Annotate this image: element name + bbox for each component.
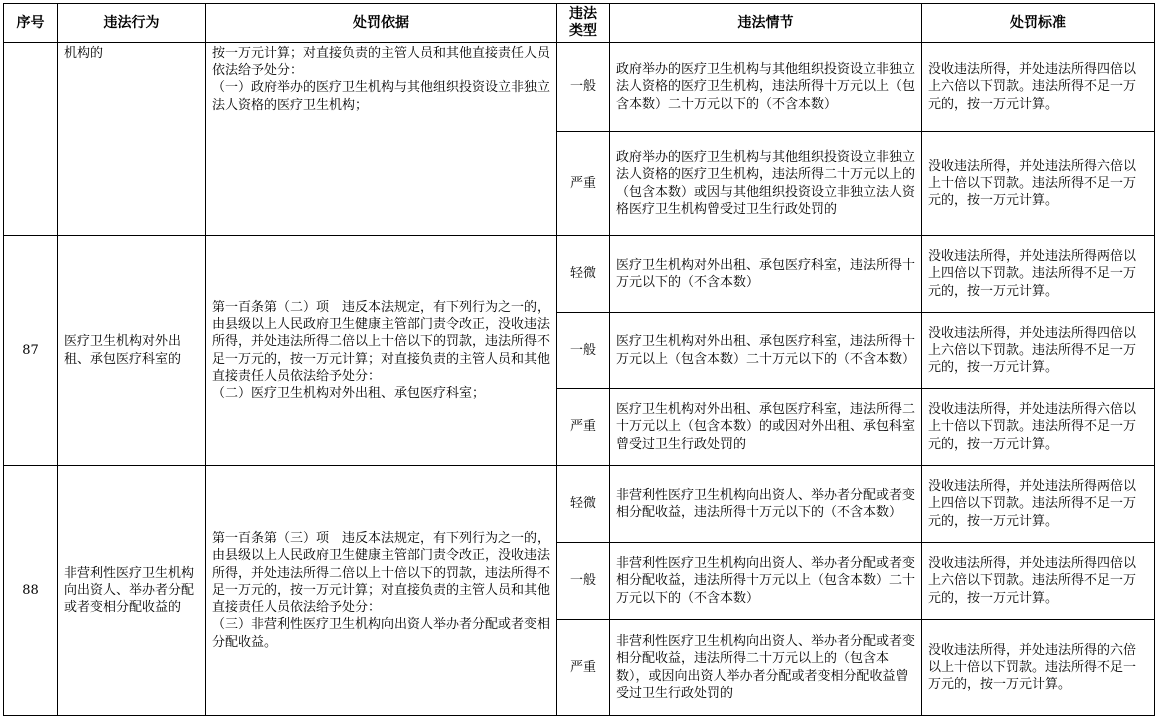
header-basis: 处罚依据 [206,4,557,43]
row-type: 一般 [557,313,610,389]
penalty-standards-table [3,3,1155,716]
row-seq: 88 [4,466,58,716]
row-circumstance: 政府举办的医疗卫生机构与其他组织投资设立非独立法人资格的医疗卫生机构，违法所得十万元以上（包含本数）二十万元以下的（不含本数） [610,43,922,132]
row-circumstance: 医疗卫生机构对外出租、承包医疗科室，违法所得十万元以上（包含本数）二十万元以下的（不含本数） [610,313,922,389]
table-row [4,236,1155,313]
row-circumstance: 非营利性医疗卫生机构向出资人、举办者分配或者变相分配收益，违法所得十万元以下的（不含本数） [610,466,922,543]
row-seq [4,43,58,236]
row-standard: 没收违法所得，并处违法所得两倍以上四倍以下罚款。违法所得不足一万元的，按一万元计算。 [922,236,1155,313]
header-circumstance: 违法情节 [610,4,922,43]
row-circumstance: 医疗卫生机构对外出租、承包医疗科室，违法所得十万元以下的（不含本数） [610,236,922,313]
row-standard: 没收违法所得，并处违法所得四倍以上六倍以下罚款。违法所得不足一万元的，按一万元计算。 [922,313,1155,389]
row-type: 轻微 [557,236,610,313]
row-type: 一般 [557,43,610,132]
row-standard: 没收违法所得，并处违法所得六倍以上十倍以下罚款。违法所得不足一万元的，按一万元计算。 [922,389,1155,466]
row-standard: 没收违法所得，并处违法所得六倍以上十倍以下罚款。违法所得不足一万元的，按一万元计算。 [922,132,1155,236]
row-standard: 没收违法所得，并处违法所得四倍以上六倍以下罚款。违法所得不足一万元的，按一万元计算。 [922,43,1155,132]
header-type: 违法 类型 [557,4,610,43]
row-standard: 没收违法所得，并处违法所得的六倍以上十倍以下罚款。违法所得不足一万元的，按一万元计算。 [922,620,1155,716]
row-circumstance: 医疗卫生机构对外出租、承包医疗科室，违法所得二十万元以上（包含本数）的或因对外出租、承包科室曾受过卫生行政处罚的 [610,389,922,466]
header-row [4,4,1155,43]
row-circumstance: 非营利性医疗卫生机构向出资人、举办者分配或者变相分配收益，违法所得十万元以上（包含本数）二十万元以下的（不含本数） [610,543,922,620]
row-seq: 87 [4,236,58,466]
row-behavior: 机构的 [58,43,206,236]
header-seq: 序号 [4,4,58,43]
row-type: 轻微 [557,466,610,543]
header-standard: 处罚标准 [922,4,1155,43]
row-type: 严重 [557,620,610,716]
header-behavior: 违法行为 [58,4,206,43]
row-type: 严重 [557,389,610,466]
row-basis: 第一百条第（三）项 违反本法规定，有下列行为之一的，由县级以上人民政府卫生健康主管部门责令改正，没收违法所得，并处违法所得二倍以上十倍以下的罚款，违法所得不足一万元的，按一万元计算；对直接负责的主管人员和其他直接责任人员依法给予处分： （三）非营利性医疗卫生机构向出资人举办者分配或者变相分配收益。 [206,466,557,716]
row-behavior: 医疗卫生机构对外出租、承包医疗科室的 [58,236,206,466]
row-circumstance: 非营利性医疗卫生机构向出资人、举办者分配或者变相分配收益，违法所得二十万元以上的（包含本数），或因向出资人举办者分配或者变相分配收益曾受过卫生行政处罚的 [610,620,922,716]
row-standard: 没收违法所得，并处违法所得两倍以上四倍以下罚款。违法所得不足一万元的，按一万元计算。 [922,466,1155,543]
row-type: 一般 [557,543,610,620]
row-behavior: 非营利性医疗卫生机构向出资人、举办者分配或者变相分配收益的 [58,466,206,716]
row-basis: 按一万元计算；对直接负责的主管人员和其他直接责任人员依法给予处分： （一）政府举办的医疗卫生机构与其他组织投资设立非独立法人资格的医疗卫生机构； [206,43,557,236]
row-circumstance: 政府举办的医疗卫生机构与其他组织投资设立非独立法人资格的医疗卫生机构，违法所得二十万元以上的（包含本数）或因与其他组织投资设立非独立法人资格医疗卫生机构曾受过卫生行政处罚的 [610,132,922,236]
row-standard: 没收违法所得，并处违法所得四倍以上六倍以下罚款。违法所得不足一万元的，按一万元计算。 [922,543,1155,620]
table-row [4,43,1155,132]
row-basis: 第一百条第（二）项 违反本法规定，有下列行为之一的，由县级以上人民政府卫生健康主管部门责令改正，没收违法所得，并处违法所得二倍以上十倍以下的罚款，违法所得不足一万元的，按一万元计算；对直接负责的主管人员和其他直接责任人员依法给予处分： （二）医疗卫生机构对外出租、承包医疗科室； [206,236,557,466]
table-row [4,466,1155,543]
row-type: 严重 [557,132,610,236]
